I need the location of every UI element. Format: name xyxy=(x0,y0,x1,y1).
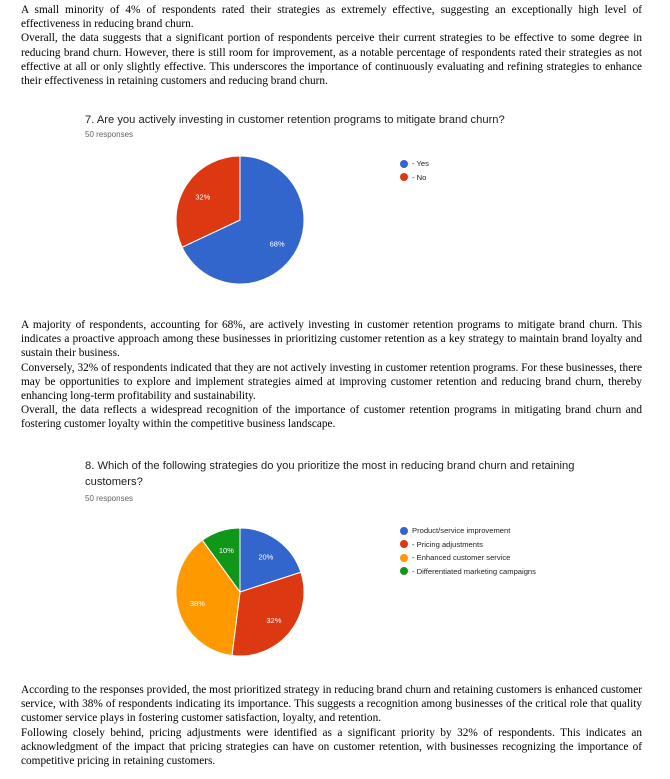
paragraph: Conversely, 32% of respondents indicated that they are not actively investing in customer retention programs. For these businesses, there may be opportunities to explore and implement strategies aimed at improving customer retention and reducing brand churn, thereby enhancing long-term profitability and sustainability. xyxy=(21,361,642,403)
question-8-responses: 50 responses xyxy=(85,494,134,503)
legend-swatch xyxy=(400,540,408,548)
q8-legend xyxy=(400,524,536,578)
paragraph: Overall, the data suggests that a significant portion of respondents perceive their current strategies to be effective to some degree in reducing brand churn. However, there is still room for improvement, as a notable percentage of respondents rated their strategies as not effective at all or only slightly effective. This underscores the importance of continuously evaluating and refining strategies to enhance their effectiveness in retaining customers and reducing brand churn. xyxy=(21,32,642,88)
legend-item xyxy=(400,565,536,579)
slice-data-label: 20% xyxy=(258,552,274,562)
slice-data-label: 32% xyxy=(266,616,282,626)
paragraph: A majority of respondents, accounting for 68%, are actively investing in customer retention programs to mitigate brand churn. This indicates a proactive approach among these businesses in prioritizing customer retention as a key strategy to maintain brand loyalty and sustain their business. xyxy=(21,319,642,360)
legend-label: - No xyxy=(412,172,427,182)
paragraph: According to the responses provided, the most prioritized strategy in reducing brand churn and retaining customers is enhanced customer service, with 38% of respondents indicating its importance. This suggests a recognition among businesses of the critical role that quality customer service plays in fostering customer satisfaction, loyalty, and retention. xyxy=(21,684,642,725)
question-8-title: 8. Which of the following strategies do you prioritize the most in reducing brand churn and retaining customers? xyxy=(85,460,575,488)
question-7-responses: 50 responses xyxy=(85,130,134,139)
legend-item xyxy=(400,524,536,538)
legend-swatch xyxy=(400,567,408,575)
legend-label: - Pricing adjustments xyxy=(412,539,483,549)
question-7-title: 7. Are you actively investing in customer retention programs to mitigate brand churn? xyxy=(85,114,505,126)
legend-label: Product/service improvement xyxy=(412,526,511,536)
legend-label: - Enhanced customer service xyxy=(412,553,511,563)
paragraph: A small minority of 4% of respondents rated their strategies as extremely effective, suggesting an exceptionally high level of effectiveness in reducing brand churn. xyxy=(21,4,642,31)
q7-pie-chart xyxy=(140,158,285,288)
legend-swatch xyxy=(400,527,408,535)
slice-data-label: 68% xyxy=(269,239,285,249)
q8-analysis-text xyxy=(21,683,642,768)
legend-item xyxy=(400,551,536,565)
legend-label: - Differentiated marketing campaigns xyxy=(412,566,536,576)
q8-pie-chart xyxy=(140,520,280,660)
intro-text xyxy=(21,3,642,88)
legend-swatch xyxy=(400,173,408,181)
legend-swatch xyxy=(400,160,408,168)
q7-legend xyxy=(400,157,429,184)
q7-analysis-text xyxy=(21,318,642,432)
legend-swatch xyxy=(400,554,408,562)
legend-item xyxy=(400,157,429,171)
legend-label: - Yes xyxy=(412,159,429,169)
legend-item xyxy=(400,538,536,552)
legend-item xyxy=(400,171,429,185)
slice-data-label: 38% xyxy=(189,598,205,608)
paragraph: Following closely behind, pricing adjustments were identified as a significant priority by 32% of respondents. This indicates an acknowledgment of the impact that pricing strategies can have on customer retention, with businesses recognizing the importance of competitive pricing in retaining customers. xyxy=(21,726,642,768)
slice-data-label: 10% xyxy=(218,546,234,556)
slice-data-label: 32% xyxy=(195,192,211,202)
paragraph: Overall, the data reflects a widespread recognition of the importance of customer retention programs in mitigating brand churn and fostering customer loyalty within the competitive business landscape. xyxy=(21,404,642,431)
